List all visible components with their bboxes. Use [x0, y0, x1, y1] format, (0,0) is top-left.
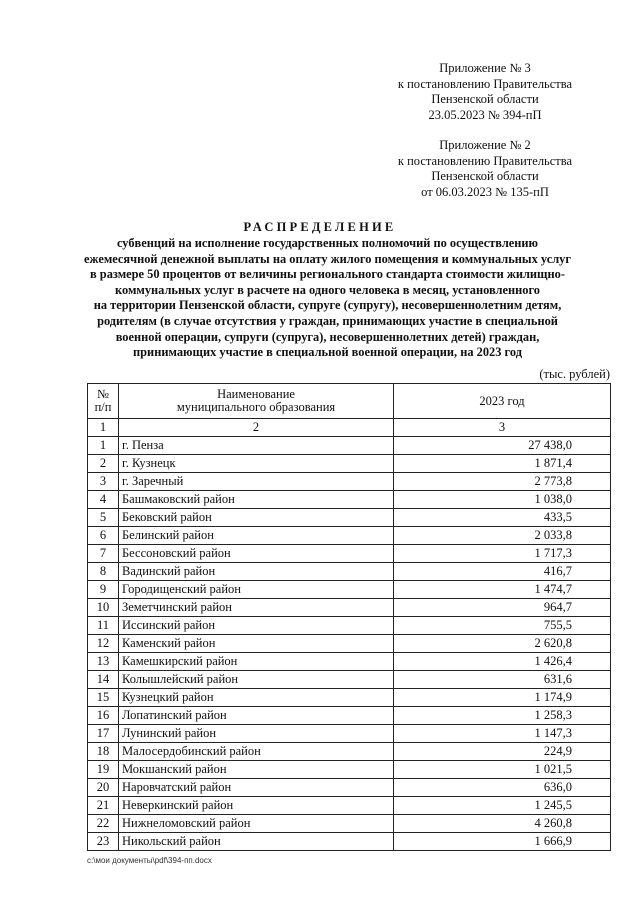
row-value-cell: 1 174,9: [394, 689, 611, 707]
row-num-cell: 20: [88, 779, 119, 797]
row-value-cell: 1 245,5: [394, 797, 611, 815]
row-num-cell: 17: [88, 725, 119, 743]
table-row: [88, 599, 611, 617]
appendix-2-block: [365, 138, 605, 200]
row-name-cell: Вадинский район: [119, 563, 394, 581]
row-num-cell: 19: [88, 761, 119, 779]
row-name-cell: г. Пенза: [119, 437, 394, 455]
header-name-line: Наименование: [217, 387, 295, 401]
table-row: [88, 437, 611, 455]
document-title: РАСПРЕДЕЛЕНИЕ: [243, 220, 397, 234]
row-value-cell: 1 258,3: [394, 707, 611, 725]
row-num-cell: 6: [88, 527, 119, 545]
appendix-1-block: [365, 61, 605, 123]
table-row: [88, 743, 611, 761]
row-name-cell: Каменский район: [119, 635, 394, 653]
row-value-cell: 755,5: [394, 617, 611, 635]
row-num-cell: 23: [88, 833, 119, 851]
table-index-row: [88, 419, 611, 437]
row-num-cell: 11: [88, 617, 119, 635]
table-row: [88, 491, 611, 509]
table-header-row: [88, 384, 611, 419]
file-path-footer: c:\мои документы\pdf\394-пп.docx: [87, 856, 212, 865]
header-name-cell: [119, 384, 394, 419]
row-value-cell: 2 033,8: [394, 527, 611, 545]
index-cell: 1: [88, 419, 119, 437]
subtitle-line: родителям (в случае отсутствия у граждан, принимающих участие в специальной: [97, 313, 558, 328]
table-row: [88, 455, 611, 473]
appendix-1-line: 23.05.2023 № 394-пП: [428, 107, 542, 122]
row-value-cell: 1 871,4: [394, 455, 611, 473]
row-value-cell: 1 147,3: [394, 725, 611, 743]
row-num-cell: 12: [88, 635, 119, 653]
document-subtitle: [60, 236, 595, 361]
row-num-cell: 3: [88, 473, 119, 491]
subtitle-line: субвенций на исполнение государственных полномочий по осуществлению: [116, 236, 539, 250]
subtitle-line: ежемесячной денежной выплаты на оплату жилого помещения и коммунальных услуг: [84, 251, 571, 266]
row-value-cell: 416,7: [394, 563, 611, 581]
row-name-cell: Камешкирский район: [119, 653, 394, 671]
row-value-cell: 631,6: [394, 671, 611, 689]
row-name-cell: г. Заречный: [119, 473, 394, 491]
table-row: [88, 635, 611, 653]
row-name-cell: Городищенский район: [119, 581, 394, 599]
appendix-1-line: к постановлению Правительства: [397, 76, 573, 91]
row-name-cell: Колышлейский район: [119, 671, 394, 689]
table-row: [88, 725, 611, 743]
subtitle-line: военной операции, супруги (супруга), несовершеннолетних детей) граждан,: [115, 329, 540, 344]
header-num-line: №: [97, 387, 109, 401]
row-value-cell: 964,7: [394, 599, 611, 617]
row-name-cell: Мокшанский район: [119, 761, 394, 779]
header-num-cell: [88, 384, 119, 419]
row-num-cell: 5: [88, 509, 119, 527]
appendix-2-line: Приложение № 2: [439, 138, 531, 152]
row-value-cell: 2 773,8: [394, 473, 611, 491]
row-num-cell: 8: [88, 563, 119, 581]
row-value-cell: 4 260,8: [394, 815, 611, 833]
table-row: [88, 563, 611, 581]
table-row: [88, 761, 611, 779]
appendix-2-line: от 06.03.2023 № 135-пП: [421, 184, 549, 199]
table-row: [88, 545, 611, 563]
table-row: [88, 779, 611, 797]
table-row: [88, 509, 611, 527]
row-value-cell: 1 717,3: [394, 545, 611, 563]
row-name-cell: Малосердобинский район: [119, 743, 394, 761]
table-row: [88, 833, 611, 851]
row-num-cell: 14: [88, 671, 119, 689]
row-name-cell: Белинский район: [119, 527, 394, 545]
header-year-cell: 2023 год: [394, 384, 611, 419]
row-value-cell: 2 620,8: [394, 635, 611, 653]
subtitle-line: на территории Пензенской области, супруге (супругу), несовершеннолетним детям,: [93, 298, 562, 313]
row-value-cell: 224,9: [394, 743, 611, 761]
row-name-cell: Бессоновский район: [119, 545, 394, 563]
row-name-cell: Иссинский район: [119, 617, 394, 635]
table-row: [88, 671, 611, 689]
row-value-cell: 1 038,0: [394, 491, 611, 509]
row-num-cell: 9: [88, 581, 119, 599]
subtitle-line: принимающих участие в специальной военной операции, на 2023 год: [133, 345, 522, 360]
row-name-cell: Башмаковский район: [119, 491, 394, 509]
appendix-2-line: к постановлению Правительства: [397, 153, 573, 168]
table-row: [88, 617, 611, 635]
row-num-cell: 15: [88, 689, 119, 707]
row-num-cell: 7: [88, 545, 119, 563]
row-num-cell: 13: [88, 653, 119, 671]
table-row: [88, 707, 611, 725]
row-num-cell: 18: [88, 743, 119, 761]
table-row: [88, 581, 611, 599]
row-value-cell: 1 021,5: [394, 761, 611, 779]
table-row: [88, 689, 611, 707]
row-value-cell: 27 438,0: [394, 437, 611, 455]
subtitle-line: в размере 50 процентов от величины регионального стандарта стоимости жилищно-: [90, 267, 565, 282]
table-row: [88, 527, 611, 545]
appendix-1-line: Пензенской области: [431, 92, 539, 106]
row-name-cell: Нижнеломовский район: [119, 815, 394, 833]
row-num-cell: 4: [88, 491, 119, 509]
row-value-cell: 636,0: [394, 779, 611, 797]
row-name-cell: Лопатинский район: [119, 707, 394, 725]
row-name-cell: Бековский район: [119, 509, 394, 527]
row-name-cell: Кузнецкий район: [119, 689, 394, 707]
row-value-cell: 433,5: [394, 509, 611, 527]
header-num-line: п/п: [94, 400, 112, 414]
row-num-cell: 22: [88, 815, 119, 833]
table-row: [88, 797, 611, 815]
table-row: [88, 473, 611, 491]
row-num-cell: 2: [88, 455, 119, 473]
table-row: [88, 653, 611, 671]
index-cell: 2: [119, 419, 394, 437]
distribution-table: [87, 383, 611, 851]
row-num-cell: 21: [88, 797, 119, 815]
row-name-cell: Никольский район: [119, 833, 394, 851]
appendix-2-line: Пензенской области: [431, 169, 539, 183]
row-value-cell: 1 474,7: [394, 581, 611, 599]
row-num-cell: 1: [88, 437, 119, 455]
appendix-1-line: Приложение № 3: [439, 61, 531, 75]
header-name-line: муниципального образования: [176, 400, 336, 414]
row-name-cell: г. Кузнецк: [119, 455, 394, 473]
unit-label: (тыс. рублей): [539, 367, 610, 381]
row-name-cell: Наровчатский район: [119, 779, 394, 797]
row-value-cell: 1 666,9: [394, 833, 611, 851]
row-num-cell: 16: [88, 707, 119, 725]
row-name-cell: Земетчинский район: [119, 599, 394, 617]
row-name-cell: Неверкинский район: [119, 797, 394, 815]
index-cell: 3: [394, 419, 611, 437]
subtitle-line: коммунальных услуг в расчете на одного человека в месяц, установленного: [115, 282, 540, 297]
row-num-cell: 10: [88, 599, 119, 617]
row-name-cell: Лунинский район: [119, 725, 394, 743]
row-value-cell: 1 426,4: [394, 653, 611, 671]
table-row: [88, 815, 611, 833]
